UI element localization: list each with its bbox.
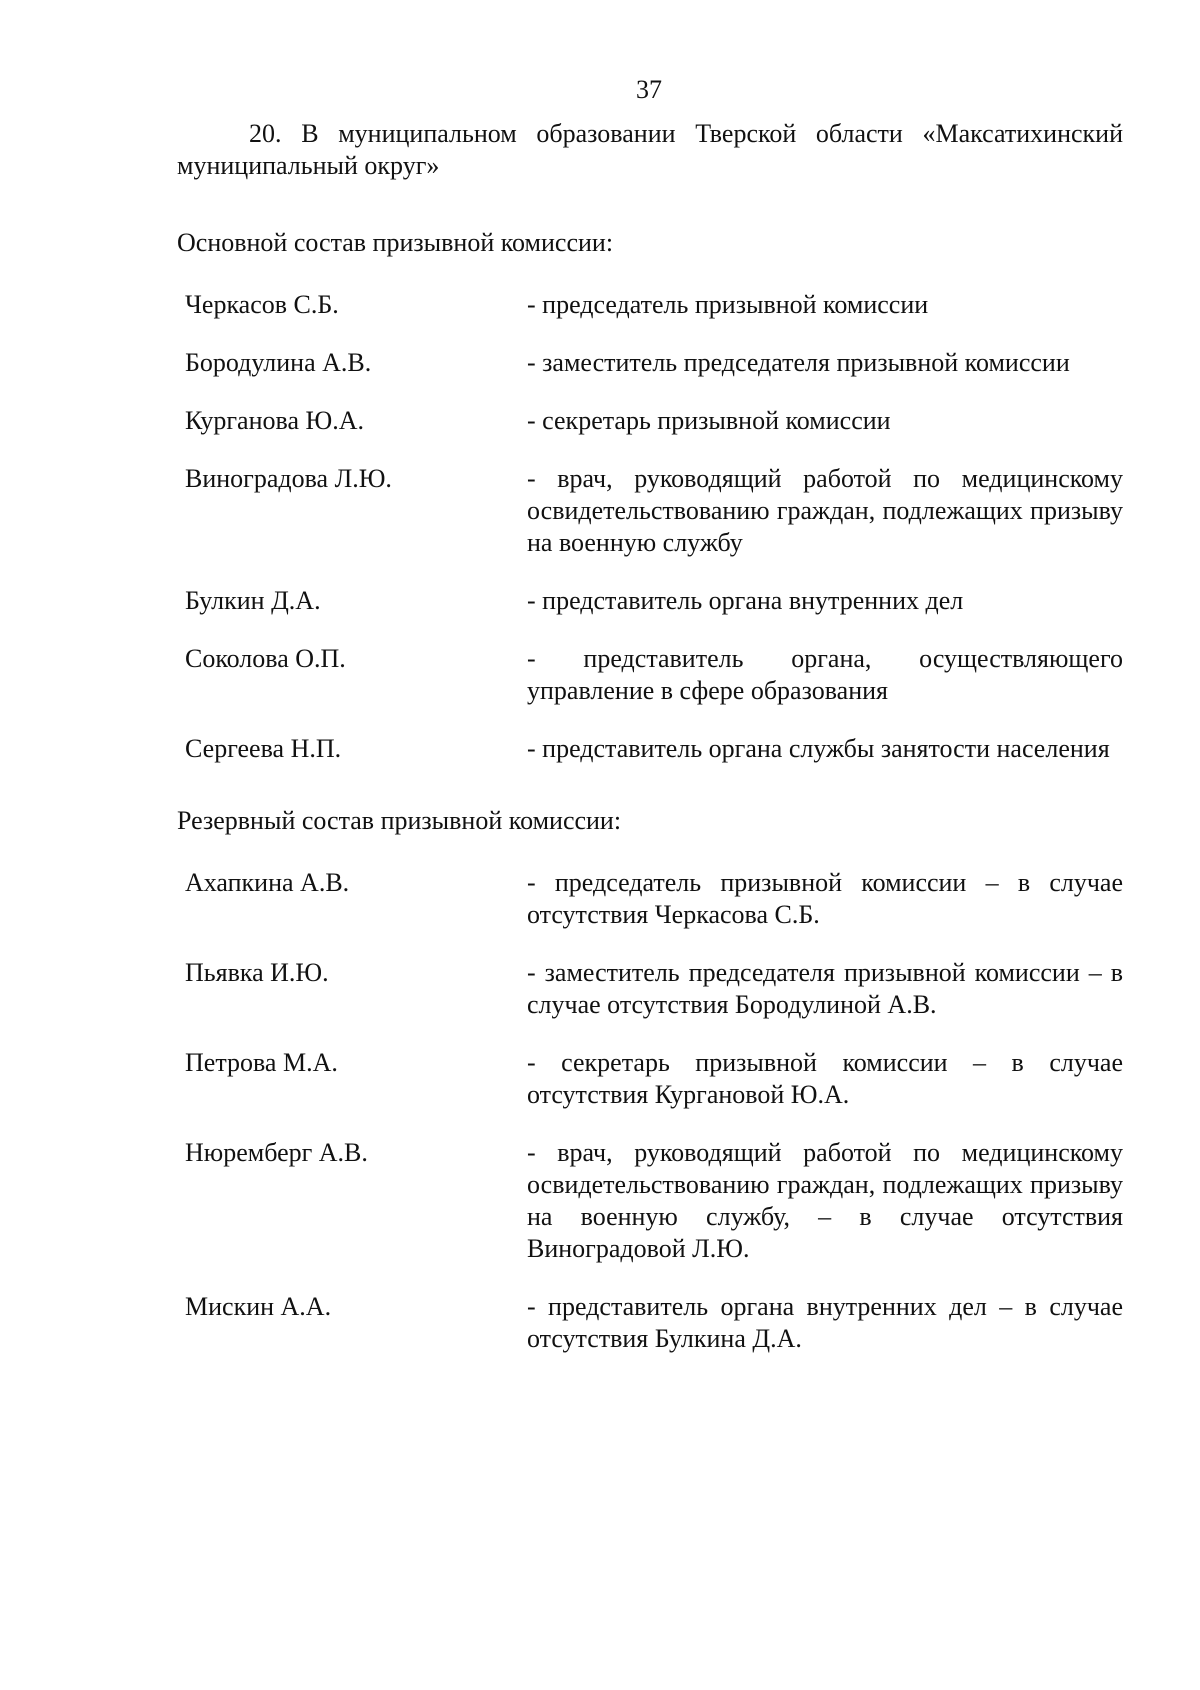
member-row bbox=[177, 347, 1123, 379]
member-name: Бородулина А.В. bbox=[185, 348, 372, 377]
member-name: Виноградова Л.Ю. bbox=[185, 464, 392, 493]
document-content bbox=[177, 118, 1123, 1355]
member-name: Соколова О.П. bbox=[185, 644, 346, 673]
page-number: 37 bbox=[636, 75, 662, 104]
member-role: - представитель органа внутренних дел bbox=[527, 586, 964, 615]
member-row bbox=[177, 643, 1123, 707]
member-role: - секретарь призывной комиссии bbox=[527, 406, 891, 435]
member-role: - представитель органа внутренних дел – в случае отсутствия Булкина Д.А. bbox=[527, 1292, 1123, 1353]
member-name: Курганова Ю.А. bbox=[185, 406, 364, 435]
member-row bbox=[177, 1137, 1123, 1265]
reserve-members-list bbox=[177, 867, 1123, 1355]
document-heading: 20. В муниципальном образовании Тверской области «Максатихинский муниципальный округ» bbox=[177, 119, 1123, 180]
member-role: - заместитель председателя призывной комиссии bbox=[527, 348, 1070, 377]
member-name: Петрова М.А. bbox=[185, 1048, 338, 1077]
member-role: - представитель органа, осуществляющего управление в сфере образования bbox=[527, 644, 1123, 705]
member-name: Ахапкина А.В. bbox=[185, 868, 350, 897]
member-role: - председатель призывной комиссии – в случае отсутствия Черкасова С.Б. bbox=[527, 868, 1123, 929]
member-role: - врач, руководящий работой по медицинскому освидетельствованию граждан, подлежащих призыву на военную службу, – в случае отсутствия Виноградовой Л.Ю. bbox=[527, 1138, 1123, 1263]
member-role: - секретарь призывной комиссии – в случае отсутствия Кургановой Ю.А. bbox=[527, 1048, 1123, 1109]
member-role: - председатель призывной комиссии bbox=[527, 290, 929, 319]
member-name: Нюремберг А.В. bbox=[185, 1138, 368, 1167]
member-name: Мискин А.А. bbox=[185, 1292, 332, 1321]
member-row bbox=[177, 733, 1123, 765]
member-row bbox=[177, 405, 1123, 437]
member-name: Сергеева Н.П. bbox=[185, 734, 342, 763]
member-role: - врач, руководящий работой по медицинскому освидетельствованию граждан, подлежащих призыву на военную службу bbox=[527, 464, 1123, 557]
member-row bbox=[177, 867, 1123, 931]
member-name: Черкасов С.Б. bbox=[185, 290, 339, 319]
main-members-list bbox=[177, 289, 1123, 765]
member-role: - заместитель председателя призывной комиссии – в случае отсутствия Бородулиной А.В. bbox=[527, 958, 1123, 1019]
member-name: Булкин Д.А. bbox=[185, 586, 321, 615]
reserve-composition-title: Резервный состав призывной комиссии: bbox=[177, 806, 622, 835]
member-row bbox=[177, 289, 1123, 321]
member-row bbox=[177, 585, 1123, 617]
member-role: - представитель органа службы занятости населения bbox=[527, 734, 1110, 763]
member-row bbox=[177, 957, 1123, 1021]
member-row bbox=[177, 463, 1123, 559]
member-row bbox=[177, 1291, 1123, 1355]
member-row bbox=[177, 1047, 1123, 1111]
main-composition-title: Основной состав призывной комиссии: bbox=[177, 228, 614, 257]
member-name: Пьявка И.Ю. bbox=[185, 958, 329, 987]
